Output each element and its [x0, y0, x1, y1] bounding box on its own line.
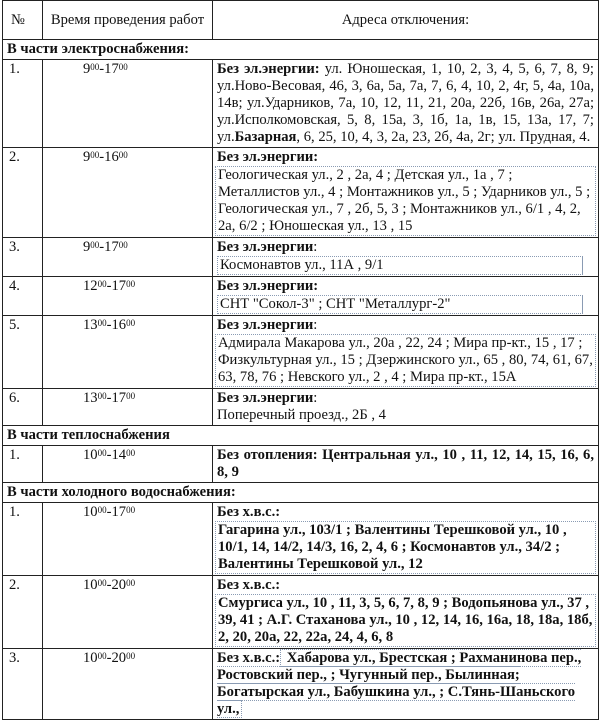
- row-addresses: Без х.в.с.: Гагарина ул., 103/1 ; Валентины Терешковой ул., 10 , 10/1, 14, 14/2, 14/3, 16, 2, 4, 6 ; Космонавтов ул., 34/2 ; Валентины Терешковой ул., 12: [213, 503, 599, 576]
- row-number: 3.: [3, 649, 43, 720]
- table-row: [3, 277, 599, 316]
- row-time: $9^{00}-17^{00}$: [43, 238, 213, 277]
- row-number: 5.: [3, 316, 43, 389]
- row-number: 6.: [3, 389, 43, 426]
- row-time: $10^{00}-20^{00}$: [43, 649, 213, 720]
- row-addresses: Без эл.энергии: Адмирала Макарова ул., 20а , 22, 24 ; Мира пр-кт., 15 , 17 ; Физкультурная ул., 15 ; Дзержинского ул., 65 , 80, 74, 61, 67, 63, 78, 76 ; Невского ул., 2 , 4 ; Мира пр-кт., 15А: [213, 316, 599, 389]
- row-number: 1.: [3, 503, 43, 576]
- row-number: 3.: [3, 238, 43, 277]
- row-addresses: Без отопления: Центральная ул., 10 , 11, 12, 14, 15, 16, 6, 8, 9: [213, 446, 599, 483]
- address-box: Космонавтов ул., 11А , 9/1: [217, 256, 583, 275]
- table-row: [3, 238, 599, 277]
- row-number: 2.: [3, 576, 43, 649]
- table-row: [3, 60, 599, 148]
- row-number: 4.: [3, 277, 43, 316]
- section-electricity: [3, 40, 599, 60]
- table-row: [3, 316, 599, 389]
- address-box: Адмирала Макарова ул., 20а , 22, 24 ; Мира пр-кт., 15 , 17 ; Физкультурная ул., 15 ; Дзержинского ул., 65 , 80, 74, 61, 67, 63, 78, 76 ; Невского ул., 2 , 4 ; Мира пр-кт., 15А: [215, 334, 596, 387]
- row-time: $9^{00}-16^{00}$: [43, 148, 213, 238]
- header-num: №: [3, 1, 43, 40]
- row-time: $13^{00}-16^{00}$: [43, 316, 213, 389]
- address-box: Хабарова ул., Брестская ; Рахманинова пер., Ростовский пер., ; Чугунный пер., Былинная; Богатырская ул., Бабушкина ул., ; С.Тянь-Шаньского ул.,: [217, 650, 582, 717]
- address-text: Поперечный проезд., 2Б , 4: [217, 407, 386, 423]
- header-addresses: Адреса отключения:: [213, 1, 599, 40]
- table-row: [3, 649, 599, 720]
- section-title: В части холодного водоснабжения:: [3, 483, 599, 503]
- row-addresses: Без эл.энергии: Поперечный проезд., 2Б , 4: [213, 389, 599, 426]
- row-addresses: Без х.в.с.: Смургиса ул., 10 , 11, 3, 5, 6, 7, 8, 9 ; Водопьянова ул., 37 , 39, 41 ; А.Г. Стаханова ул., 10 , 12, 14, 16, 16а, 18, 18а, 18б, 2, 20, 20а, 22, 22а, 24, 4, 6, 8: [213, 576, 599, 649]
- row-addresses: Без х.в.с.: Хабарова ул., Брестская ; Рахманинова пер., Ростовский пер., ; Чугунный пер., Былинная; Богатырская ул., Бабушкина ул., ; С.Тянь-Шаньского ул.,: [213, 649, 599, 720]
- header-row: [3, 1, 599, 40]
- table-row: [3, 576, 599, 649]
- row-addresses: Без эл.энергии: ул. Юношеская, 1, 10, 2, 3, 4, 5, 6, 7, 8, 9; ул.Ново-Весовая, 46, 3, 6а, 5а, 7а, 7, 6, 4, 10, 2, 4г, 5, 4а, 10а, 14в; ул.Ударников, 7а, 10, 12, 11, 21, 20а, 22б, 16в, 26а, 27а; ул.Исполкомовская, 5, 8, 15а, 3, 1б, 1а, 1в, 15, 13а, 17, 7; ул.Базарная, 6, 25, 10, 4, 3, 2а, 23, 2б, 4а, 2г; ул. Прудная, 4.: [213, 60, 599, 148]
- address-box: СНТ "Сокол-3" ; СНТ "Металлург-2": [217, 295, 583, 314]
- section-title: В части электроснабжения:: [3, 40, 599, 60]
- header-time: Время проведения работ: [43, 1, 213, 40]
- table-row: [3, 446, 599, 483]
- row-addresses: Без эл.энергии: СНТ "Сокол-3" ; СНТ "Металлург-2": [213, 277, 599, 316]
- row-time: $9^{00}-17^{00}$: [43, 60, 213, 148]
- section-cold-water: [3, 483, 599, 503]
- address-box: Гагарина ул., 103/1 ; Валентины Терешковой ул., 10 , 10/1, 14, 14/2, 14/3, 16, 2, 4, 6 ; Космонавтов ул., 34/2 ; Валентины Терешковой ул., 12: [215, 521, 596, 574]
- row-time: $13^{00}-17^{00}$: [43, 389, 213, 426]
- row-addresses: Без эл.энергии: Космонавтов ул., 11А , 9/1: [213, 238, 599, 277]
- section-heating: [3, 426, 599, 446]
- row-number: 1.: [3, 446, 43, 483]
- row-time: $10^{00}-17^{00}$: [43, 503, 213, 576]
- row-time: $12^{00}-17^{00}$: [43, 277, 213, 316]
- outage-schedule-table: [2, 0, 599, 720]
- table-row: [3, 389, 599, 426]
- row-number: 2.: [3, 148, 43, 238]
- row-time: $10^{00}-20^{00}$: [43, 576, 213, 649]
- row-number: 1.: [3, 60, 43, 148]
- table-row: [3, 503, 599, 576]
- table-row: [3, 148, 599, 238]
- address-box: Геологическая ул., 2 , 2а, 4 ; Детская ул., 1а , 7 ; Металлистов ул., 4 ; Монтажников ул., 5 ; Ударников ул., 5 ; Геологическая ул., 7 , 2б, 5, 3 ; Монтажников ул., 6/1 , 4, 2, 2а, 6/2 ; Юношеская ул., 13 , 15: [215, 166, 596, 236]
- row-addresses: Без эл.энергии: Геологическая ул., 2 , 2а, 4 ; Детская ул., 1а , 7 ; Металлистов ул., 4 ; Монтажников ул., 5 ; Ударников ул., 5 ; Геологическая ул., 7 , 2б, 5, 3 ; Монтажников ул., 6/1 , 4, 2, 2а, 6/2 ; Юношеская ул., 13 , 15: [213, 148, 599, 238]
- section-title: В части теплоснабжения: [3, 426, 599, 446]
- row-time: $10^{00}-14^{00}$: [43, 446, 213, 483]
- address-box: Смургиса ул., 10 , 11, 3, 5, 6, 7, 8, 9 ; Водопьянова ул., 37 , 39, 41 ; А.Г. Стаханова ул., 10 , 12, 14, 16, 16а, 18, 18а, 18б, 2, 20, 20а, 22, 22а, 24, 4, 6, 8: [215, 594, 596, 647]
